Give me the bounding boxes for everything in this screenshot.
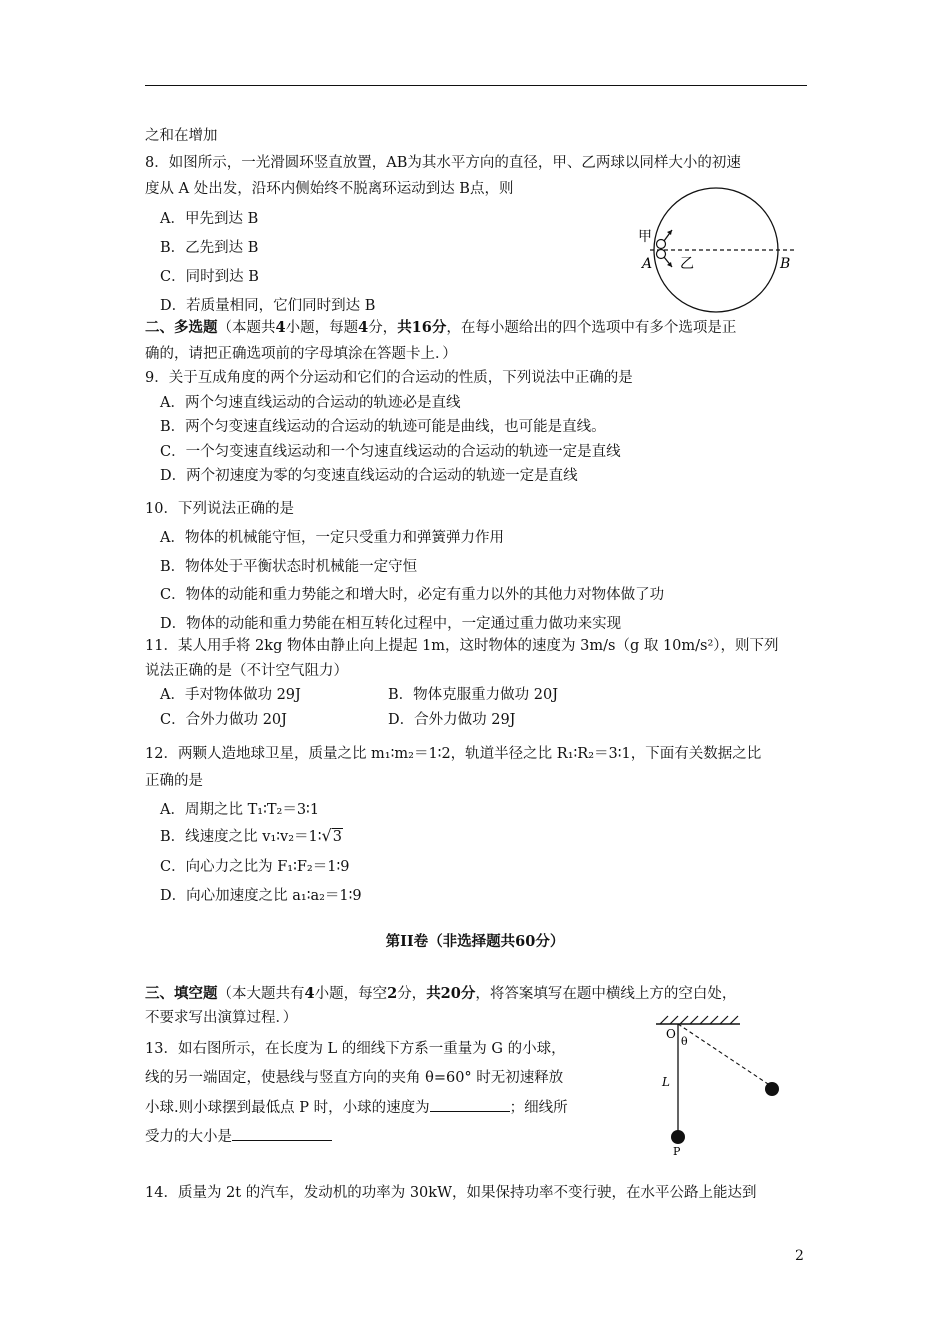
q12-option-c: C．向心力之比为 F₁∶F₂＝1∶9	[160, 859, 350, 875]
section-2-text: 分，	[368, 320, 398, 336]
q10-option-b: B．物体处于平衡状态时机械能一定守恒	[160, 559, 418, 575]
section-2-count: 4	[275, 319, 286, 336]
section-2-title: 二、多选题	[145, 319, 218, 336]
section-2-heading-cont: 确的，请把正确选项前的字母填涂在答题卡上．）	[145, 346, 457, 362]
section-3-heading	[145, 984, 736, 1004]
answer-blank-tension[interactable]	[232, 1126, 332, 1141]
part-2-label: 第II卷	[385, 933, 429, 950]
label-A: A	[642, 256, 653, 272]
label-O: O	[666, 1027, 676, 1041]
section-3-heading-cont: 不要求写出演算过程．）	[145, 1010, 298, 1026]
q10-option-d: D．物体的动能和重力势能在相互转化过程中，一定通过重力做功来实现	[160, 616, 622, 632]
question-9-stem: 9．关于互成角度的两个分运动和它们的合运动的性质，下列说法中正确的是	[145, 370, 633, 386]
q12-option-d: D．向心加速度之比 a₁∶a₂＝1∶9	[160, 888, 362, 904]
sqrt-sign: √	[321, 826, 332, 845]
header-rule	[145, 85, 807, 86]
ring-figure	[630, 188, 810, 318]
q9-option-a: A．两个匀速直线运动的合运动的轨迹必是直线	[160, 395, 461, 411]
section-2-total: 共16分	[397, 319, 447, 336]
section-3-points: 2	[387, 985, 398, 1002]
q9-option-d: D．两个初速度为零的匀变速直线运动的合运动的轨迹一定是直线	[160, 468, 578, 484]
question-13-stem-cont	[145, 1097, 568, 1118]
section-2-text: ，在每小题给出的四个选项中有多个选项是正	[446, 320, 737, 336]
q8-option-b: B．乙先到达 B	[160, 240, 259, 256]
answer-blank-speed[interactable]	[430, 1097, 510, 1112]
q11-option-b: B．物体克服重力做功 20J	[388, 687, 559, 703]
label-yi: 乙	[680, 256, 694, 272]
part-2-subtitle: （非选择题共60分）	[428, 933, 565, 950]
q11-option-a: A．手对物体做功 29J	[160, 687, 301, 703]
page-number: 2	[795, 1248, 804, 1264]
question-13-stem: 13．如右图所示，在长度为 L 的细线下方系一重量为 G 的小球，	[145, 1041, 566, 1057]
q10-option-c: C．物体的动能和重力势能之和增大时，必定有重力以外的其他力对物体做了功	[160, 587, 665, 603]
label-P: P	[673, 1145, 681, 1158]
question-11-stem-cont: 说法正确的是（不计空气阻力）	[145, 663, 348, 679]
q9-option-c: C．一个匀变速直线运动和一个匀速直线运动的合运动的轨迹一定是直线	[160, 444, 621, 460]
q9-option-b: B．两个匀变速直线运动的合运动的轨迹可能是曲线，也可能是直线。	[160, 419, 606, 435]
q12-option-b	[160, 826, 343, 847]
part-2-title	[0, 932, 950, 952]
q13-text: ；细线所	[509, 1100, 568, 1116]
question-11-stem: 11．某人用手将 2kg 物体由静止向上提起 1m，这时物体的速度为 3m/s（g 取 10m/s²），则下列	[145, 638, 779, 654]
section-2-text: （本题共	[217, 320, 276, 336]
label-theta: θ	[681, 1035, 688, 1048]
question-8-stem-cont: 度从 A 处出发，沿环内侧始终不脱离环运动到达 B点，则	[145, 181, 514, 197]
q10-option-a: A．物体的机械能守恒，一定只受重力和弹簧弹力作用	[160, 530, 504, 546]
section-3-text: ，将答案填写在题中横线上方的空白处，	[475, 986, 737, 1002]
ball-displaced	[765, 1082, 779, 1096]
section-2-points: 4	[358, 319, 369, 336]
q12-option-a: A．周期之比 T₁∶T₂＝3∶1	[160, 802, 320, 818]
question-12-stem: 12．两颗人造地球卫星，质量之比 m₁∶m₂＝1∶2，轨道半径之比 R₁∶R₂＝3∶1，下面有关数据之比	[145, 746, 762, 762]
ceiling-hatching	[660, 1016, 738, 1024]
section-2-heading	[145, 318, 736, 338]
label-B: B	[780, 256, 791, 272]
question-14-stem: 14．质量为 2t 的汽车，发动机的功率为 30kW，如果保持功率不变行驶，在水平公路上能达到	[145, 1185, 757, 1201]
label-jia: 甲	[638, 229, 652, 245]
q12-option-b-text: B．线速度之比 v₁∶v₂＝1∶	[160, 829, 322, 845]
section-3-total: 共20分	[426, 985, 476, 1002]
section-2-text: 小题，每题	[285, 320, 359, 336]
q13-text: 受力的大小是	[145, 1129, 232, 1145]
q8-option-a: A．甲先到达 B	[160, 211, 259, 227]
string-displaced	[678, 1024, 771, 1086]
question-13-stem-cont: 线的另一端固定，使悬线与竖直方向的夹角 θ=60° 时无初速释放	[145, 1070, 564, 1086]
question-10-stem: 10．下列说法正确的是	[145, 501, 294, 517]
ball-lowest	[671, 1130, 685, 1144]
section-3-text: （本大题共有	[217, 986, 305, 1002]
section-3-text: 小题，每空	[314, 986, 388, 1002]
q13-text: 小球.则小球摆到最低点 P 时，小球的速度为	[145, 1100, 430, 1116]
text-line: 之和在增加	[145, 128, 218, 144]
arrowhead-yi	[667, 262, 672, 267]
sqrt-radicand: 3	[332, 829, 342, 845]
label-L: L	[662, 1075, 670, 1089]
section-3-title: 三、填空题	[145, 985, 218, 1002]
pendulum-figure	[650, 1014, 810, 1158]
q11-option-d: D．合外力做功 29J	[388, 712, 516, 728]
question-12-stem-cont: 正确的是	[145, 773, 203, 789]
section-3-count: 4	[304, 985, 315, 1002]
q8-option-c: C．同时到达 B	[160, 269, 259, 285]
q11-option-c: C．合外力做功 20J	[160, 712, 287, 728]
section-3-text: 分，	[397, 986, 427, 1002]
question-8-stem: 8．如图所示，一光滑圆环竖直放置，AB为其水平方向的直径，甲、乙两球以同样大小的初速	[145, 155, 741, 171]
question-13-stem-cont	[145, 1126, 332, 1147]
q8-option-d: D．若质量相同，它们同时到达 B	[160, 298, 376, 314]
